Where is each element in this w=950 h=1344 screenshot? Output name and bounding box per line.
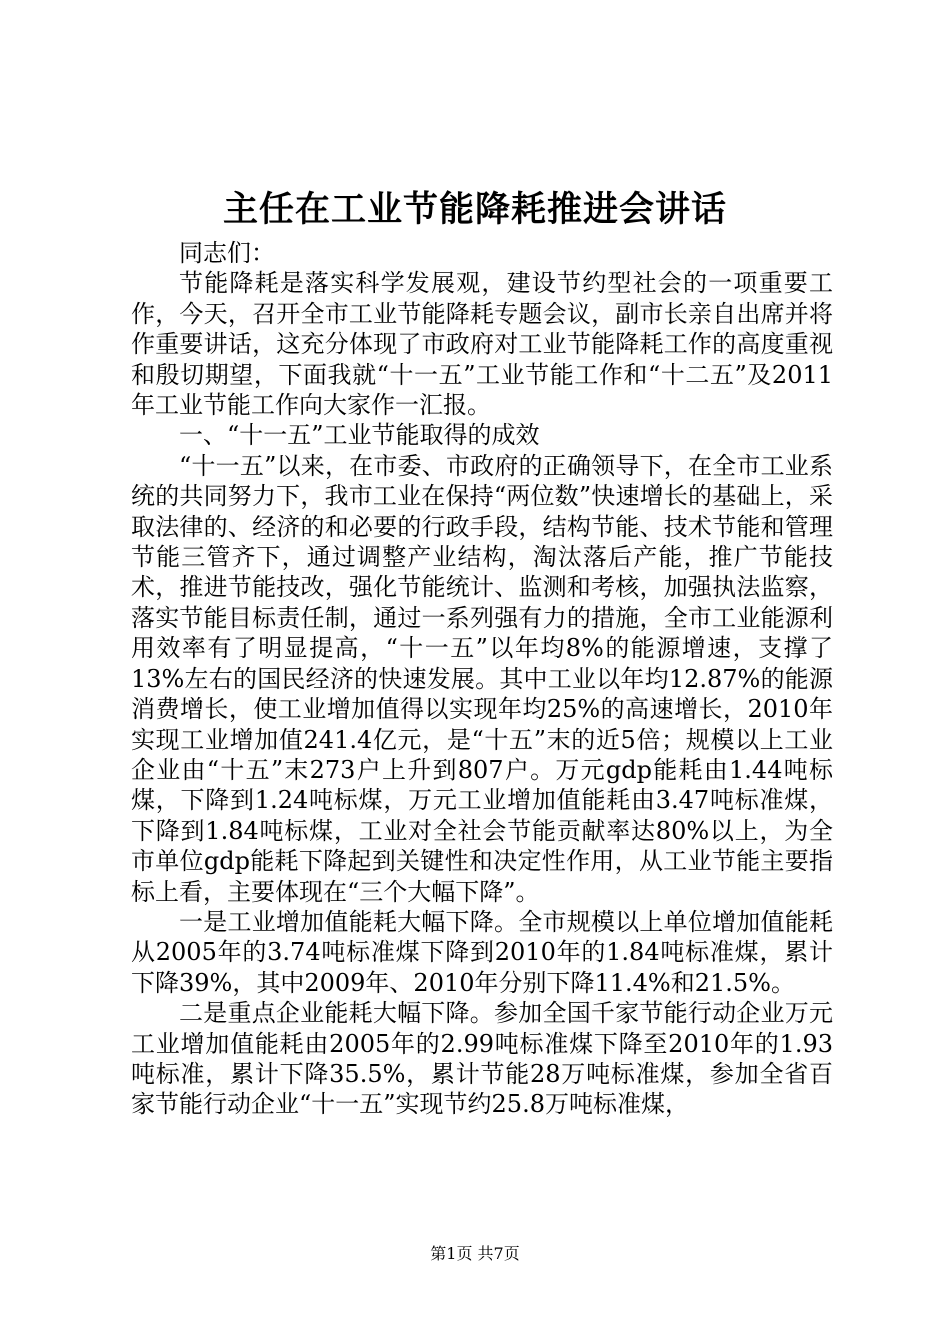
section-heading: 一、“十一五”工业节能取得的成效 <box>179 421 540 450</box>
paragraph-intro: 节能降耗是落实科学发展观，建设节约型社会的一项重要工作，今天，召开全市工业节能降耗专题会议，副市长亲自出席并将作重要讲话，这充分体现了市政府对工业节能降耗工作的高度重视和殷切期望，下面我就“十一五”工业节能工作和“十二五”及2011年工业节能工作向大家作一汇报。 <box>131 269 833 420</box>
paragraph-point-one: 一是工业增加值能耗大幅下降。全市规模以上单位增加值能耗从2005年的3.74吨标准煤下降到2010年的1.84吨标准煤，累计下降39%，其中2009年、2010年分别下降11.4%和21.5%。 <box>131 907 833 997</box>
salutation: 同志们： <box>179 239 275 267</box>
document-title: 主任在工业节能降耗推进会讲话 <box>222 189 727 230</box>
document-body <box>131 238 833 1120</box>
paragraph-point-two: 二是重点企业能耗大幅下降。参加全国千家节能行动企业万元工业增加值能耗由2005年的2.99吨标准煤下降至2010年的1.93吨标准，累计下降35.5%，累计节能28万吨标准煤，参加全省百家节能行动企业“十一五”实现节约25.8万吨标准煤， <box>131 999 833 1119</box>
page-number-footer: 第1页 共7页 <box>430 1244 520 1263</box>
paragraph-achievements: “十一五”以来，在市委、市政府的正确领导下，在全市工业系统的共同努力下，我市工业在保持“两位数”快速增长的基础上，采取法律的、经济的和必要的行政手段，结构节能、技术节能和管理节能三管齐下，通过调整产业结构，淘汰落后产能，推广节能技术，推进节能技改，强化节能统计、监测和考核，加强执法监察，落实节能目标责任制，通过一系列强有力的措施，全市工业能源利用效率有了明显提高，“十一五”以年均8%的能源增速，支撑了13%左右的国民经济的快速发展。其中工业以年均12.87%的能源消费增长，使工业增加值得以实现年均25%的高速增长，2010年实现工业增加值241.4亿元，是“十五”末的近5倍；规模以上工业企业由“十五”末273户上升到807户。万元gdp能耗由1.44吨标煤，下降到1.24吨标煤，万元工业增加值能耗由3.47吨标准煤，下降到1.84吨标煤，工业对全社会节能贡献率达80%以上，为全市单位gdp能耗下降起到关键性和决定性作用，从工业节能主要指标上看，主要体现在“三个大幅下降”。 <box>131 451 833 906</box>
